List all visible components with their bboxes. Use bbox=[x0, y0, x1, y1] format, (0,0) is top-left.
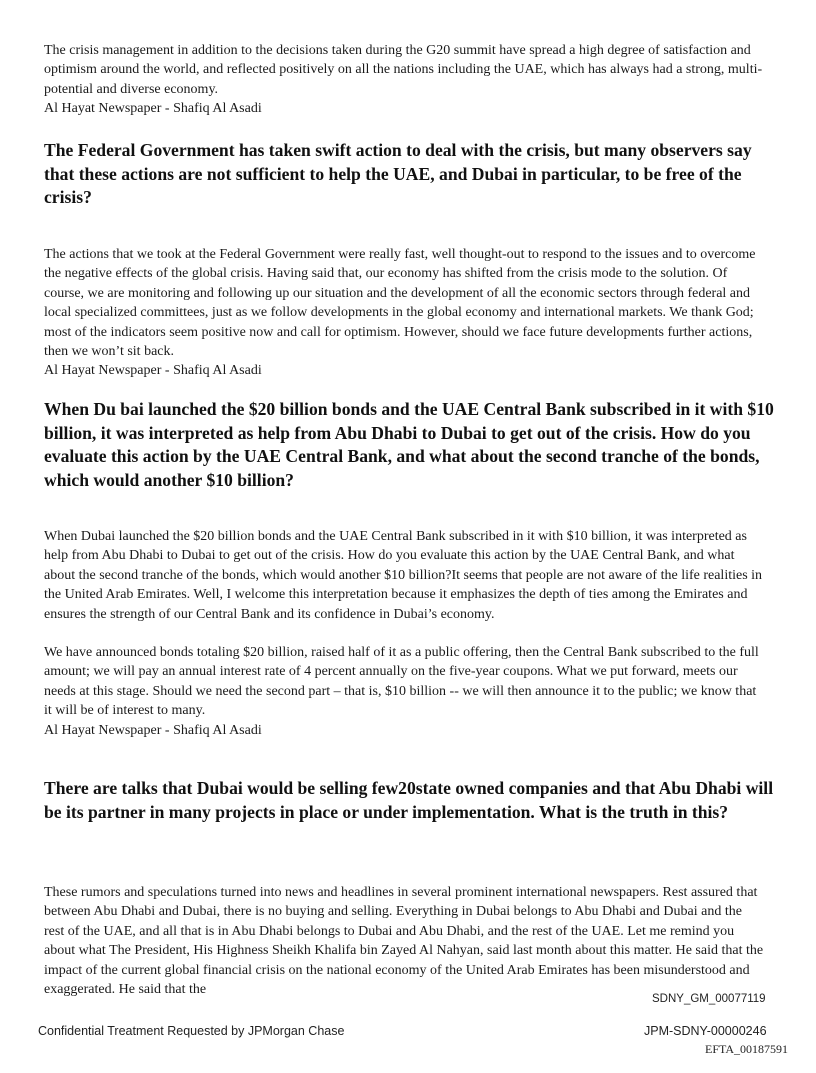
jpm-bates-number: JPM-SDNY-00000246 bbox=[644, 1024, 767, 1038]
body-paragraph: These rumors and speculations turned into news and headlines in several prominent international newspapers. Rest assured that between Abu Dhabi and Dubai, there is no buying and selling. Everything in Dubai belongs to Abu Dhabi and Dubai and the rest of the UAE, and all that is in Abu Dhabi belongs to Dubai and Abu Dhabi, and the rest of the UAE. Let me remind you about what The President, His Highness Sheikh Khalifa bin Zayed Al Nahyan, said last month about this matter. He said that the impact of the current global financial crisis on the national economy of the United Arab Emirates has been misunderstood and exaggerated. He said that the bbox=[44, 885, 764, 998]
article-block bbox=[44, 245, 764, 381]
confidential-notice: Confidential Treatment Requested by JPMorgan Chase bbox=[38, 1024, 345, 1038]
bates-number: SDNY_GM_00077119 bbox=[652, 993, 766, 1005]
body-paragraph: The actions that we took at the Federal Government were really fast, well thought-out to respond to the issues and to overcome the negative effects of the global crisis. Having said that, our economy has shifted from the crisis mode to the solution. Of course, we are monitoring and following up our situation and the development of all the economic sectors through federal and local specialized committees, just as we follow developments in the global economy and international markets. We thank God; most of the indicators seem positive now and call for optimism. However, should we face future developments further actions, then we won’t sit back. bbox=[44, 247, 756, 360]
source-attribution: Al Hayat Newspaper - Shafiq Al Asadi bbox=[44, 101, 262, 117]
body-paragraph: When Dubai launched the $20 billion bonds and the UAE Central Bank subscribed in it with $10 billion, it was interpreted as help from Abu Dhabi to Dubai to get out of the crisis. How do you evaluate this action by the UAE Central Bank, and what about the second tranche of the bonds, which would another $10 billion?It seems that people are not aware of the life realities in the United Arab Emirates. Well, I welcome this interpretation because it emphasizes the depth of ties among the Emirates and ensures the strength of our Central Bank and its confidence in Dubai’s economy. bbox=[44, 529, 763, 622]
question-heading: The Federal Government has taken swift action to deal with the crisis, but many observers say that these actions are not sufficient to help the UAE, and Dubai in particular, to be free of the crisis? bbox=[44, 140, 752, 207]
efta-number: EFTA_00187591 bbox=[705, 1042, 789, 1056]
article-block bbox=[44, 527, 764, 740]
source-attribution: Al Hayat Newspaper - Shafiq Al Asadi bbox=[44, 722, 262, 738]
body-paragraph: We have announced bonds totaling $20 billion, raised half of it as a public offering, then the Central Bank subscribed to the full amount; we will pay an annual interest rate of 4 percent annually on the five-year coupons. What we put forward, meets our needs at this stage. Should we need the second part – that is, $10 billion -- we will then announce it to the public; we know that it will be of interest to many. bbox=[44, 645, 759, 719]
source-attribution: Al Hayat Newspaper - Shafiq Al Asadi bbox=[44, 363, 262, 379]
article-block bbox=[44, 883, 764, 999]
question-heading: There are talks that Dubai would be selling few20state owned companies and that Abu Dhabi will be its partner in many projects in place or under implementation. What is the truth in this? bbox=[44, 778, 774, 822]
body-paragraph: The crisis management in addition to the decisions taken during the G20 summit have spread a high degree of satisfaction and optimism around the world, and reflected positively on all the nations including the UAE, which has always had a strong, multi-potential and diverse economy. bbox=[44, 43, 763, 97]
article-block bbox=[44, 41, 764, 119]
question-heading: When Du bai launched the $20 billion bonds and the UAE Central Bank subscribed in it with $10 billion, it was interpreted as help from Abu Dhabi to Dubai to get out of the crisis. How do you evaluate this action by the UAE Central Bank, and what about the second tranche of the bonds, which would another $10 billion? bbox=[44, 399, 774, 490]
